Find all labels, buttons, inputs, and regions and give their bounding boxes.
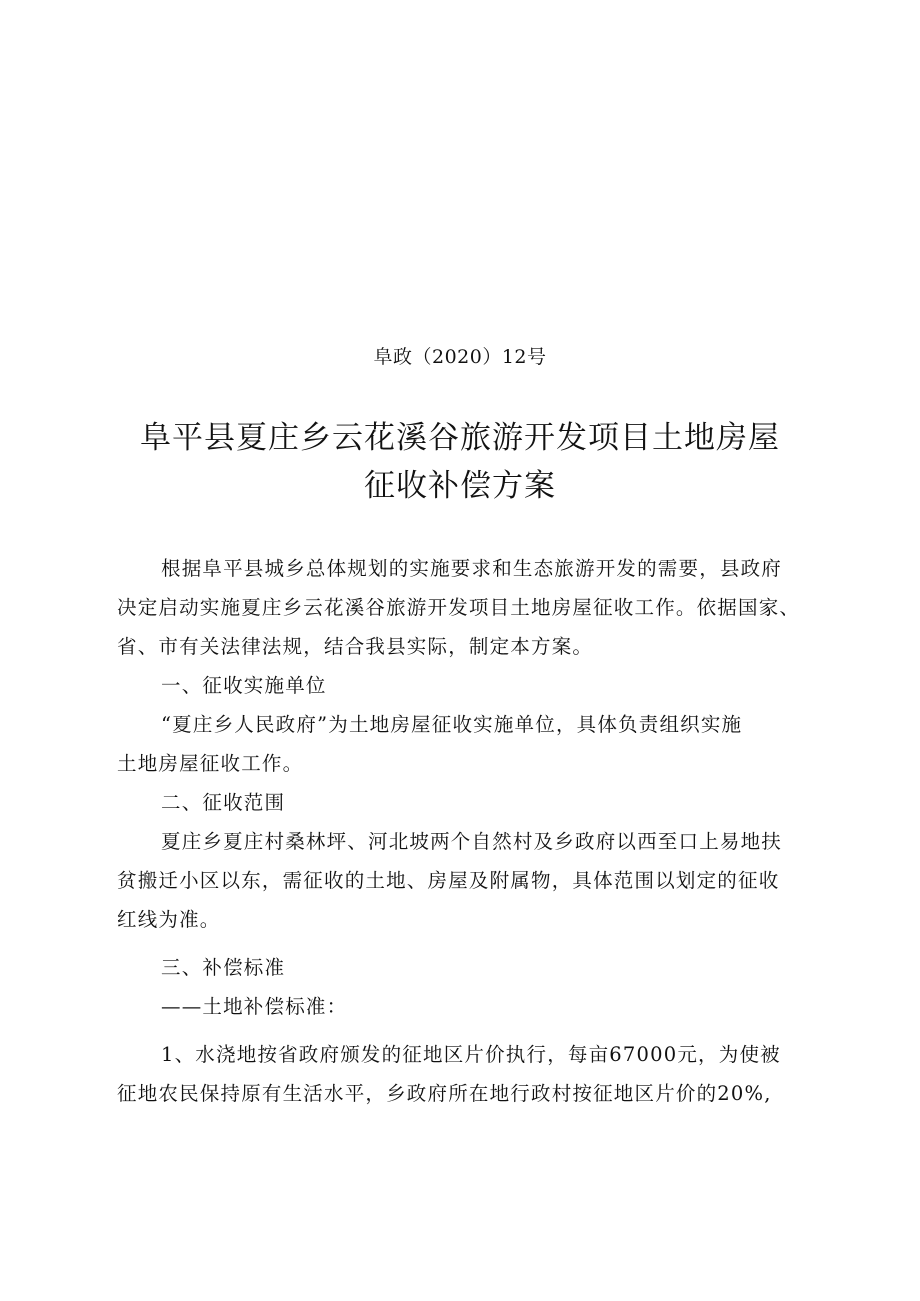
irrigated-land-paragraph xyxy=(117,1035,803,1113)
subsection-heading-text: ——土地补偿标准： xyxy=(161,995,348,1018)
paragraph-line: 征地农民保持原有生活水平，乡政府所在地行政村按征地区片价的20%, xyxy=(117,1082,772,1105)
document-number: 阜政（2020）12号 xyxy=(373,346,547,368)
title-line-1: 阜平县夏庄乡云花溪谷旅游开发项目土地房屋 xyxy=(140,420,780,456)
section-heading-text: 二、征收范围 xyxy=(161,791,286,814)
paragraph-line: 1、水浇地按省政府颁发的征地区片价执行，每亩67000元，为使被 xyxy=(161,1043,781,1066)
subsection-heading xyxy=(117,987,803,1026)
paragraph-line: 土地房屋征收工作。 xyxy=(117,752,304,775)
document-body xyxy=(117,549,803,1113)
implementing-unit-paragraph xyxy=(117,705,803,783)
paragraph-line: “夏庄乡人民政府”为土地房屋征收实施单位，具体负责组织实施 xyxy=(161,713,743,736)
paragraph-line: 红线为准。 xyxy=(117,908,221,931)
paragraph-line: 省、市有关法律法规，结合我县实际，制定本方案。 xyxy=(117,635,594,658)
spacer xyxy=(117,939,803,948)
title-line-2: 征收补偿方案 xyxy=(364,468,556,504)
section-heading-2 xyxy=(117,783,803,822)
paragraph-line: 贫搬迁小区以东，需征收的土地、房屋及附属物，具体范围以划定的征收 xyxy=(117,869,780,892)
spacer xyxy=(117,1026,803,1035)
paragraph-line: 决定启动实施夏庄乡云花溪谷旅游开发项目土地房屋征收工作。依据国家、 xyxy=(117,596,801,619)
section-heading-3 xyxy=(117,948,803,987)
intro-paragraph xyxy=(117,549,803,666)
scope-paragraph xyxy=(117,822,803,939)
section-heading-text: 三、补偿标准 xyxy=(161,956,286,979)
document-title xyxy=(0,414,920,510)
paragraph-line: 夏庄乡夏庄村桑林坪、河北坡两个自然村及乡政府以西至口上易地扶 xyxy=(161,830,783,853)
section-heading-1 xyxy=(117,666,803,705)
section-heading-text: 一、征收实施单位 xyxy=(161,674,327,697)
paragraph-line: 根据阜平县城乡总体规划的实施要求和生态旅游开发的需要，县政府 xyxy=(161,557,783,580)
